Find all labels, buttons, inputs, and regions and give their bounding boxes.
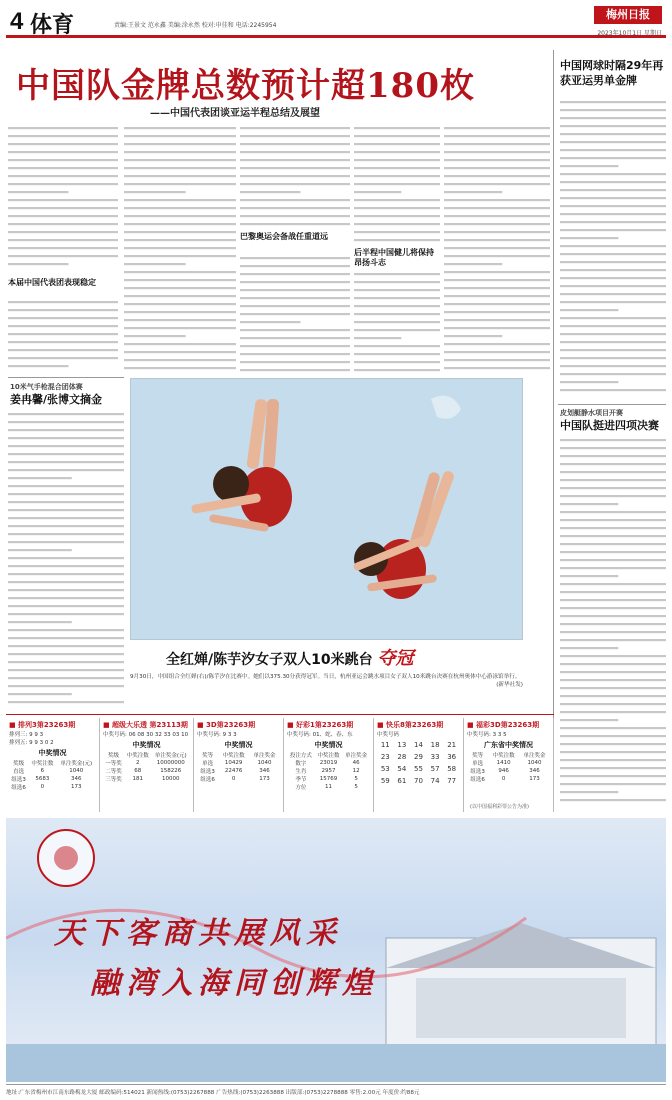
lottery-cell: 5 — [354, 776, 358, 782]
lottery-cell: 2957 — [321, 768, 336, 774]
lottery-number: 36 — [447, 753, 457, 761]
lottery-cell: 346 — [529, 768, 540, 774]
lottery-title: ■ 3D第23263期 — [197, 721, 256, 729]
lottery-cell: 0 — [40, 784, 45, 790]
lottery-numbers: 中奖号码: 9 3 3 — [197, 732, 237, 738]
lottery-row — [467, 767, 550, 775]
lottery-cell: 6 — [40, 768, 45, 774]
lottery-row — [197, 767, 280, 775]
lottery-col-header: 中奖注数 — [222, 753, 245, 759]
column-divider — [553, 50, 554, 812]
advertisement — [6, 818, 666, 1082]
section-divider-right — [558, 404, 666, 405]
lottery-table — [197, 751, 280, 783]
lottery-numbers: 中奖号码: 3 3 5 — [467, 732, 507, 738]
lottery-cell: 数字 — [295, 761, 307, 767]
lottery-cell: 5683 — [35, 776, 50, 782]
lottery-cell: 2 — [136, 760, 140, 766]
lottery-cell: 346 — [70, 776, 82, 782]
diving-photo — [130, 378, 523, 640]
lottery-cell: 946 — [498, 768, 509, 774]
right-mid-title: 中国队挺进四项决赛 — [560, 419, 659, 432]
lottery-cell: 组选3 — [470, 769, 485, 775]
lottery-cell: 组选6 — [470, 777, 485, 783]
lottery-number: 74 — [430, 777, 440, 785]
lottery-cell: 1040 — [527, 760, 542, 766]
lottery-cell: 46 — [352, 760, 360, 766]
lottery-col-header: 中奖注数 — [317, 753, 340, 759]
lottery-number-row — [377, 739, 460, 751]
lottery-result-heading: 广东省中奖情况 — [484, 741, 533, 749]
lottery-row — [197, 759, 280, 767]
main-body-col-2 — [124, 124, 236, 374]
lottery-table — [467, 751, 550, 783]
lottery-title: ■ 好彩1第23263期 — [287, 721, 354, 729]
lottery-table — [377, 739, 460, 787]
lottery-col-header: 中奖注数 — [31, 761, 54, 767]
text-lines — [8, 298, 118, 374]
lottery-cell: 11 — [324, 784, 332, 790]
lottery-cell: 12 — [352, 768, 360, 774]
lottery-row — [9, 775, 96, 783]
section-title: 体育 — [30, 13, 75, 38]
lottery-col-header: 奖等 — [472, 753, 484, 759]
lottery-col-header: 投注方式 — [289, 753, 312, 759]
lottery-cell: 一等奖 — [105, 761, 122, 767]
lottery-number: 55 — [414, 765, 423, 773]
left-story-body — [8, 410, 124, 710]
lottery-divider — [6, 714, 554, 715]
photo-title-accent: 夺冠 — [377, 648, 414, 669]
lottery-col-header: 单注奖金 — [345, 753, 368, 759]
lottery-col-header: 奖级 — [108, 753, 120, 759]
lottery-cell: 10000000 — [156, 760, 185, 766]
masthead — [6, 4, 666, 38]
main-body-col-1b — [8, 298, 118, 374]
lottery-title: ■ 超级大乐透 第23113期 — [103, 721, 188, 729]
lottery-box — [6, 718, 100, 812]
footer: 地址:广东省梅州市江南东路梅龙大厦 邮政编码:514021 新闻热线:(0753)2267888 广告热线:(0753)2263888 出版部:(0753)2278888 零售:2.00元 年度价:约88元 — [6, 1084, 666, 1098]
issue-date: 2023年10月1日 星期日 — [597, 30, 662, 37]
lottery-number: 58 — [447, 765, 457, 773]
text-lines — [560, 98, 666, 398]
lottery-cell: 173 — [529, 776, 540, 782]
photo-caption — [130, 673, 523, 689]
main-body-col-5 — [444, 124, 550, 374]
lottery-number: 54 — [397, 765, 407, 773]
lottery-cell: 10000 — [161, 776, 180, 782]
lottery-box — [100, 718, 194, 812]
lottery-cell: 直选 — [13, 769, 25, 775]
text-lines — [240, 254, 350, 374]
right-mid-body — [560, 436, 666, 810]
lottery-number: 29 — [414, 753, 423, 761]
lottery-row — [287, 783, 370, 791]
lottery-col-header: 单注奖金 — [253, 753, 276, 759]
right-mid-kicker: 皮划艇静水项目开赛 — [560, 409, 623, 417]
lottery-cell: 三等奖 — [105, 777, 122, 783]
lottery-table — [287, 751, 370, 791]
lottery-cell: 346 — [259, 768, 270, 774]
lottery-number: 70 — [414, 777, 423, 785]
lottery-numbers: 中奖号码: 01、蛇、春、东 — [287, 732, 353, 738]
lottery-numbers: 中奖号码: 06 08 30 32 33 03 10 — [103, 732, 189, 738]
lottery-numbers: 中奖号码 — [377, 732, 400, 738]
section-divider — [8, 377, 124, 378]
lottery-number: 13 — [397, 741, 407, 749]
lottery-number-row — [377, 775, 460, 787]
lottery-title: ■ 福彩3D第23263期 — [467, 721, 540, 729]
lottery-number-row — [377, 751, 460, 763]
text-lines — [8, 410, 124, 710]
lottery-row — [103, 759, 190, 767]
lottery-number: 59 — [380, 777, 390, 785]
lottery-col-header: 中奖注数 — [492, 753, 515, 759]
lottery-cell: 0 — [501, 776, 506, 782]
lottery-row — [467, 775, 550, 783]
lottery-title: ■ 排列3第23263期 — [9, 721, 76, 729]
lottery-cell: 组选3 — [200, 769, 215, 775]
lottery-col-header: 单注奖金(元) — [60, 761, 93, 767]
lottery-cell: 181 — [132, 776, 144, 782]
lottery-cell: 5 — [354, 784, 358, 790]
left-story-kicker: 10米气手枪混合团体赛 — [10, 383, 83, 391]
lottery-result-heading: 中奖情况 — [224, 741, 253, 749]
lottery-number: 53 — [380, 765, 390, 773]
lottery-row — [103, 775, 190, 783]
main-body-col-1 — [8, 124, 118, 274]
lottery-box — [194, 718, 284, 812]
lottery-number: 57 — [430, 765, 440, 773]
lottery-number: 77 — [447, 777, 457, 785]
lottery-note: (以中国福利彩票公告为准) — [470, 804, 529, 810]
right-top-title: 中国网球时隔29年再获亚运男单金牌 — [560, 59, 664, 87]
lottery-cell: 二等奖 — [105, 769, 122, 775]
lottery-title: ■ 快乐8第23263期 — [377, 721, 444, 729]
left-story-title: 姜冉馨/张博文摘金 — [10, 393, 103, 406]
lottery-cell: 173 — [70, 784, 82, 790]
lottery-numbers: 排列三: 9 9 3 — [9, 732, 44, 738]
lottery-box — [374, 718, 464, 812]
photo-title-text: 全红婵/陈芋汐女子双人10米跳台 — [166, 652, 373, 668]
lottery-box — [464, 718, 554, 812]
lottery-cell: 1040 — [69, 768, 84, 774]
diving-illustration — [131, 379, 523, 640]
main-headline: 中国队金牌总数预计超180枚 — [16, 66, 475, 106]
lottery-row — [287, 775, 370, 783]
text-lines — [124, 124, 236, 374]
lottery-row — [287, 767, 370, 775]
lottery-cell: 0 — [231, 776, 236, 782]
lottery-table — [103, 751, 190, 783]
lottery-number: 33 — [430, 753, 440, 761]
lottery-cell: 组选6 — [11, 785, 26, 791]
lottery-cell: 生肖 — [295, 769, 307, 775]
paper-logo: 梅州日报 — [594, 6, 662, 24]
lottery-result-heading: 中奖情况 — [38, 749, 67, 757]
lottery-number: 23 — [380, 753, 390, 761]
lottery-col-header: 奖等 — [202, 753, 214, 759]
main-body-col-4b — [354, 270, 440, 374]
main-subheadline: ——中国代表团谈亚运半程总结及展望 — [150, 108, 320, 119]
text-lines — [240, 124, 350, 230]
lottery-row — [467, 759, 550, 767]
lottery-table — [9, 759, 96, 791]
text-lines — [444, 124, 550, 374]
main-body-col-3b — [240, 254, 350, 374]
lottery-col-header: 单注奖金 — [523, 753, 546, 759]
lottery-cell: 158226 — [160, 768, 182, 774]
lottery-box — [284, 718, 374, 812]
page-number: 4 — [10, 8, 24, 35]
lottery-cell: 15769 — [319, 776, 338, 782]
text-lines — [354, 124, 440, 244]
lottery-cell: 173 — [259, 776, 270, 782]
lottery-number: 14 — [414, 741, 423, 749]
text-lines — [8, 124, 118, 274]
lottery-row — [197, 775, 280, 783]
subhead-3: 后半程中国健儿将保持昂扬斗志 — [354, 248, 434, 267]
lottery-number-row — [377, 763, 460, 775]
lottery-cell: 1040 — [257, 760, 272, 766]
lottery-cell: 1410 — [496, 760, 511, 766]
lottery-row — [9, 767, 96, 775]
lottery-number: 18 — [430, 741, 440, 749]
photo-credit: (新华社发) — [496, 682, 523, 688]
lottery-cell: 单选 — [472, 761, 484, 767]
subhead-2: 巴黎奥运会备战任重道远 — [240, 232, 328, 241]
lottery-number: 28 — [397, 753, 407, 761]
lottery-cell: 组选6 — [200, 777, 215, 783]
photo-title — [166, 644, 413, 670]
lottery-number: 21 — [447, 741, 457, 749]
lottery-cell: 季节 — [295, 777, 307, 783]
lottery-number: 11 — [380, 741, 390, 749]
lottery-result-heading: 中奖情况 — [132, 741, 161, 749]
text-lines — [560, 436, 666, 810]
lottery-row — [103, 767, 190, 775]
lottery-number: 61 — [397, 777, 407, 785]
subhead-1: 本届中国代表团表现稳定 — [8, 278, 96, 287]
editor-credits: 责编:王景文 范永鑫 美编:涂永然 校对:申佳和 电话:2245954 — [114, 22, 277, 29]
lottery-numbers-2: 排列五: 9 9 3 0 2 — [9, 740, 54, 746]
lottery-col-header: 奖级 — [13, 761, 25, 767]
lottery-result-heading: 中奖情况 — [314, 741, 343, 749]
ad-slogan-2: 融湾入海同创辉煌 — [90, 966, 378, 1001]
lottery-cell: 单选 — [202, 761, 214, 767]
lottery-cell: 10429 — [224, 760, 243, 766]
ad-slogan-1: 天下客商共展风采 — [54, 916, 342, 951]
caption-text: 9月30日，中国组合全红婵(右)/陈芋汐在比赛中。她们以375.30分获得冠军。当日，杭州亚运会跳水项目女子双人10米跳台决赛在杭州奥体中心游泳馆举行。 — [130, 674, 521, 680]
main-body-col-4 — [354, 124, 440, 244]
main-body-col-3 — [240, 124, 350, 230]
lottery-row — [9, 783, 96, 791]
lottery-col-header: 单注奖金(元) — [154, 753, 187, 759]
text-lines — [354, 270, 440, 374]
lottery-cell: 组选3 — [11, 777, 26, 783]
lottery-cell: 68 — [134, 768, 142, 774]
lottery-cell: 22476 — [224, 768, 243, 774]
lottery-row — [287, 759, 370, 767]
lottery-cell: 方位 — [295, 785, 307, 791]
lottery-cell: 23019 — [319, 760, 338, 766]
right-top-body — [560, 98, 666, 398]
lottery-col-header: 中奖注数 — [126, 753, 149, 759]
